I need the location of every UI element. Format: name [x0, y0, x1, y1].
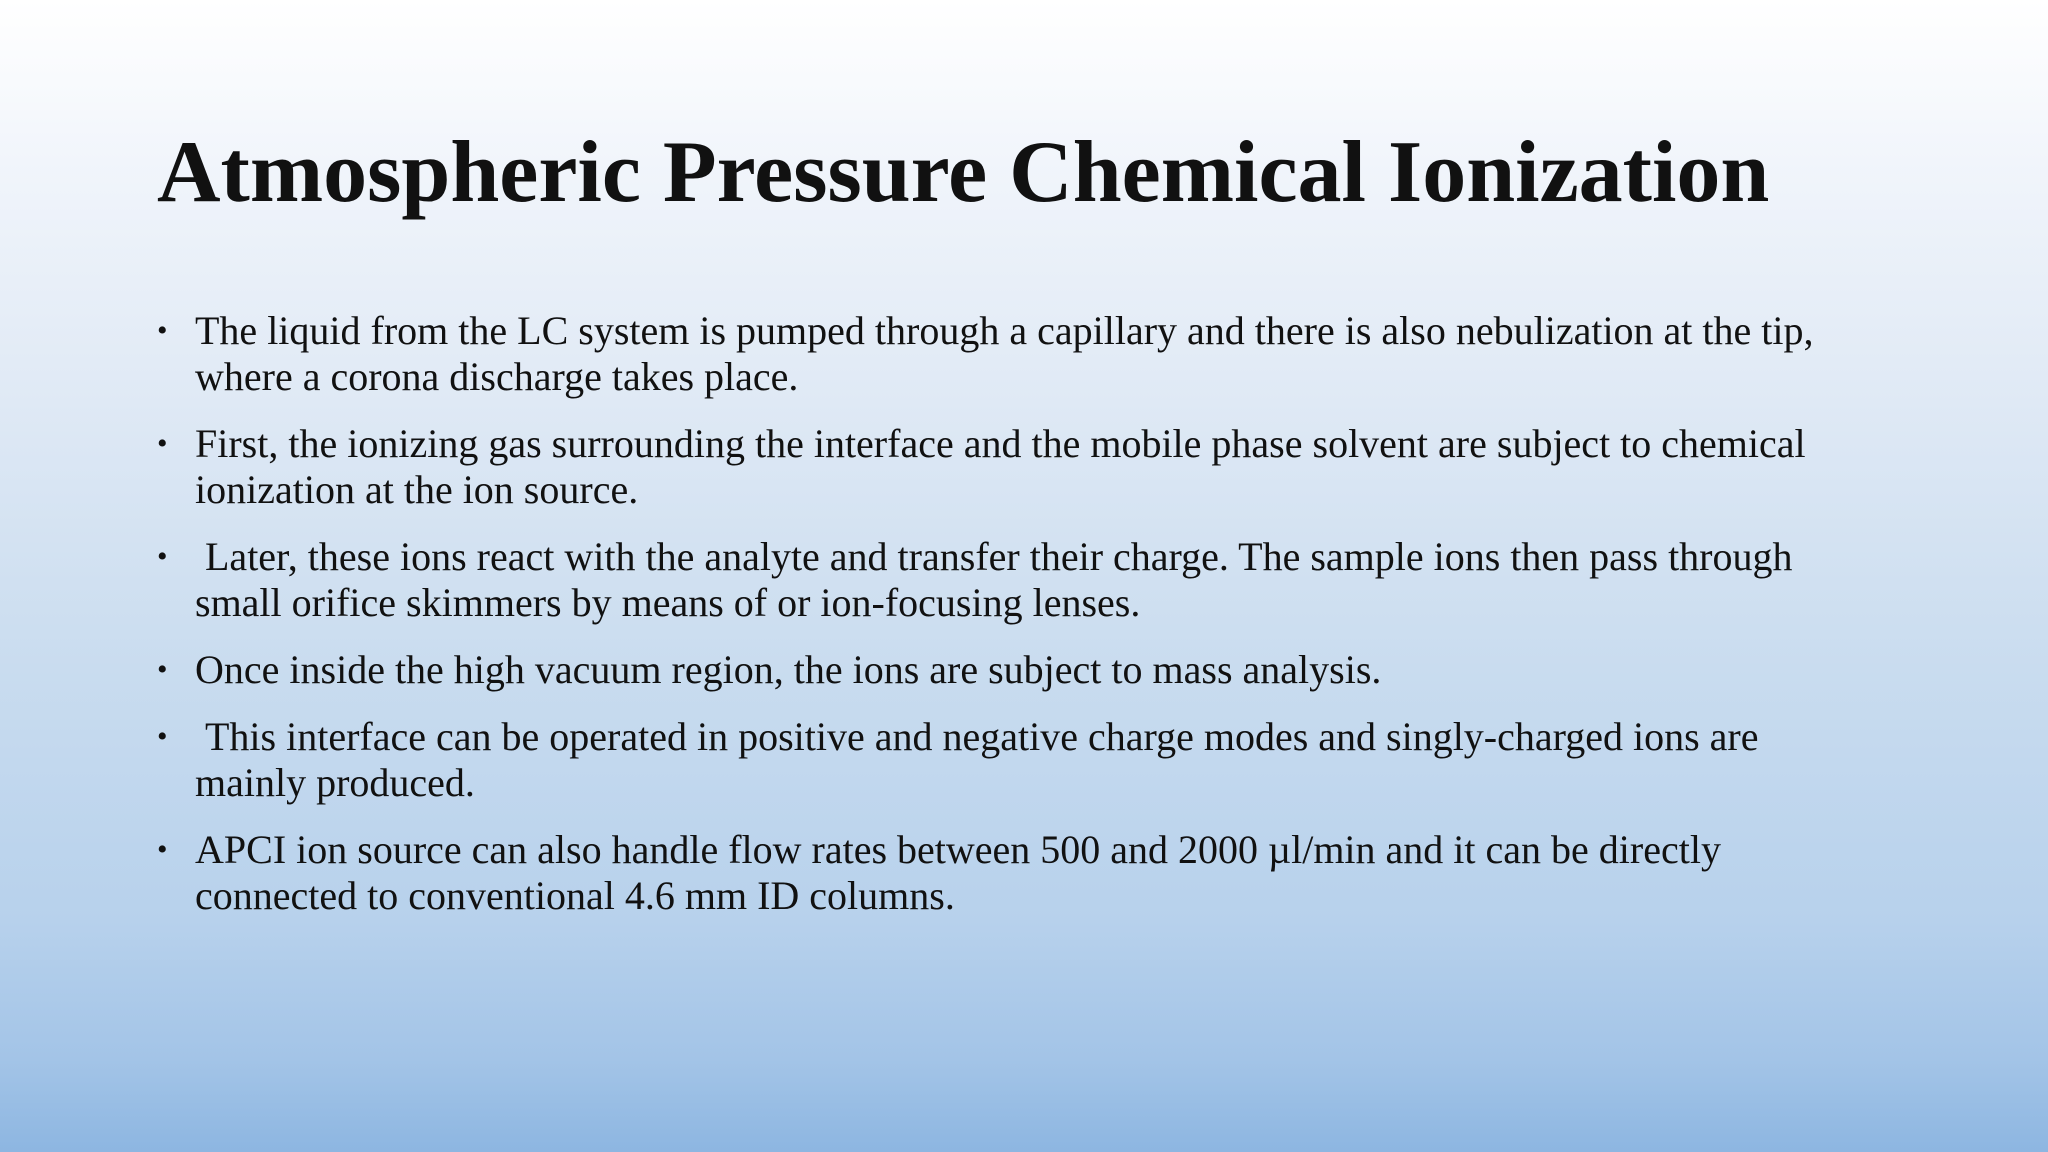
bullet-text: The liquid from the LC system is pumped through a capillary and there is also nebulization at the tip, where a corona discharge takes place.	[195, 308, 1824, 399]
bullet-text: Later, these ions react with the analyte and transfer their charge. The sample ions then pass through small orifice skimmers by means of or ion-focusing lenses.	[195, 534, 1803, 625]
bullet-item	[157, 308, 1877, 400]
bullet-text: Once inside the high vacuum region, the ions are subject to mass analysis.	[195, 647, 1382, 692]
slide-title: Atmospheric Pressure Chemical Ionization	[157, 124, 1770, 221]
bullet-icon: •	[157, 427, 168, 460]
bullet-icon: •	[157, 720, 168, 753]
bullet-text: First, the ionizing gas surrounding the interface and the mobile phase solvent are subject to chemical ionization at the ion source.	[195, 421, 1816, 512]
bullet-item	[157, 647, 1877, 693]
bullet-item	[157, 714, 1877, 806]
bullet-list	[157, 308, 1877, 940]
bullet-icon: •	[157, 653, 168, 686]
bullet-icon: •	[157, 540, 168, 573]
bullet-icon: •	[157, 314, 168, 347]
bullet-icon: •	[157, 833, 168, 866]
bullet-item	[157, 421, 1877, 513]
bullet-text: This interface can be operated in positive and negative charge modes and singly-charged ions are mainly produced.	[195, 714, 1769, 805]
bullet-item	[157, 534, 1877, 626]
bullet-item	[157, 827, 1877, 919]
bullet-text: APCI ion source can also handle flow rates between 500 and 2000 µl/min and it can be directly connected to conventional 4.6 mm ID columns.	[195, 827, 1731, 918]
